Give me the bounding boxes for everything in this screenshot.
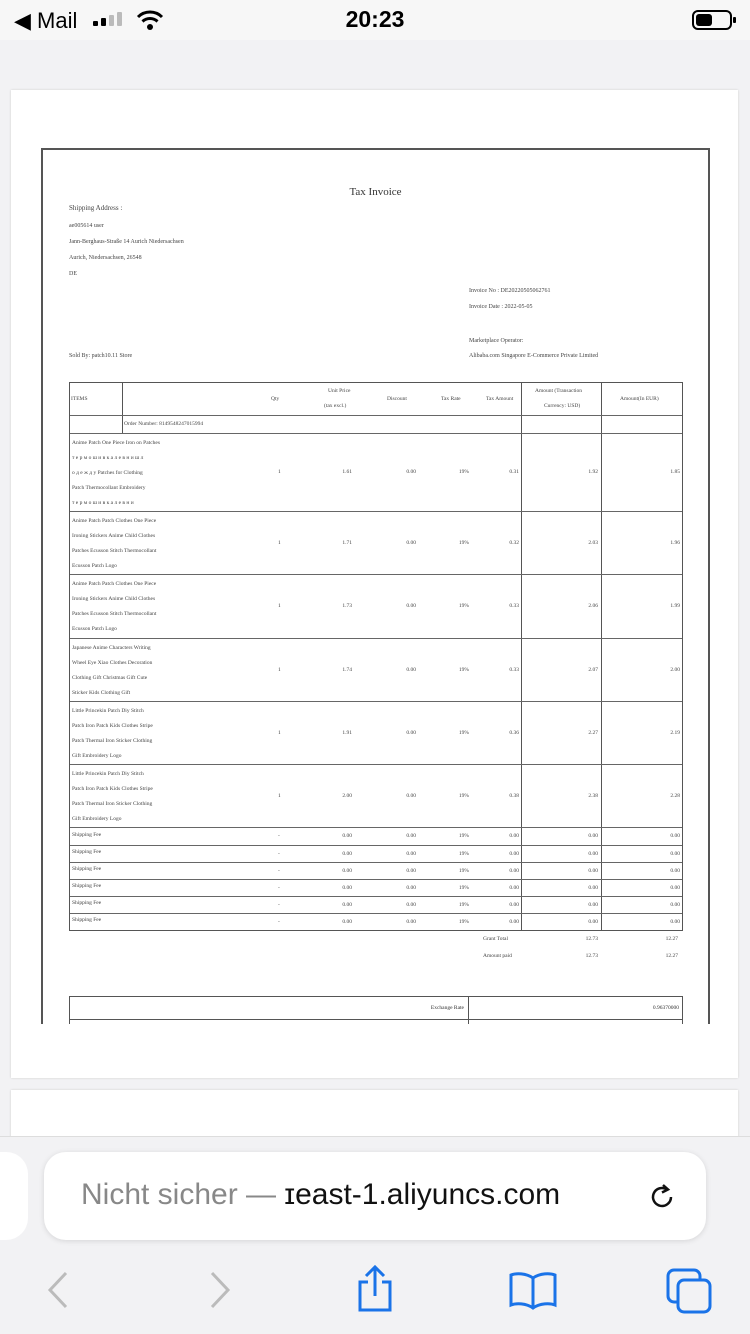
item-discount: 0.00 — [406, 918, 416, 925]
shipping-fee-row — [70, 862, 682, 879]
item-description-line: т е р м о ш и в к а л е в н и — [72, 500, 134, 506]
exchange-rate-table — [69, 996, 683, 1024]
item-tax-rate: 19% — [458, 901, 469, 908]
header-unit-price-sub: (tax excl.) — [324, 403, 347, 409]
item-description-line: Patches Ecusson Stitch Thermocollant — [72, 611, 157, 617]
item-unit-price: 1.71 — [342, 539, 352, 546]
item-description-line: Shipping Fee — [72, 883, 102, 889]
item-amount-usd: 0.00 — [588, 867, 598, 874]
item-description-line: Japanese Anime Characters Writing — [72, 645, 151, 651]
battery-icon — [692, 10, 732, 30]
item-description-line: Shipping Fee — [72, 900, 102, 906]
address-line: DE — [69, 271, 77, 277]
item-amount-usd: 2.07 — [588, 666, 598, 673]
item-amount-usd: 2.03 — [588, 539, 598, 546]
shipping-fee-row — [70, 913, 682, 930]
item-description-line: Ironing Stickers Anime Child Clothes — [72, 533, 156, 539]
item-amount-eur: 1.96 — [670, 539, 680, 546]
grand-total-label: Grant Total — [483, 936, 509, 942]
address-bar[interactable] — [44, 1152, 706, 1240]
item-discount: 0.00 — [406, 901, 416, 908]
item-unit-price: 1.91 — [342, 729, 352, 736]
item-qty: - — [278, 850, 280, 857]
item-amount-eur: 1.99 — [670, 603, 680, 609]
item-amount-eur: 0.00 — [670, 918, 680, 925]
item-amount-usd: 0.00 — [588, 833, 598, 839]
amount-paid-eur: 12.27 — [665, 953, 678, 959]
item-qty: 1 — [278, 729, 281, 736]
item-tax-amount: 0.33 — [509, 603, 519, 609]
item-discount: 0.00 — [406, 666, 416, 673]
item-amount-usd: 2.27 — [588, 729, 598, 736]
item-discount: 0.00 — [406, 833, 416, 839]
url-domain: ɪeast-1.aliyuncs.com — [284, 1178, 561, 1211]
item-description-line: Ironing Stickers Anime Child Clothes — [72, 596, 156, 602]
exchange-rate-label: Exchange Rate — [430, 1005, 464, 1011]
header-amount-eur: Amount(In EUR) — [620, 396, 659, 402]
item-tax-amount: 0.33 — [509, 666, 519, 673]
item-amount-eur: 0.00 — [670, 884, 680, 891]
item-tax-rate: 19% — [458, 469, 469, 475]
tabs-icon[interactable] — [666, 1268, 714, 1314]
item-description-line: Patch Iron Patch Kids Clothes Stripe — [72, 723, 153, 729]
item-description-line: Anime Patch Patch Clothes One Piece — [72, 518, 157, 524]
item-description-line: Ecusson Patch Logo — [72, 563, 117, 569]
item-tax-amount: 0.00 — [509, 918, 519, 925]
item-tax-amount: 0.00 — [509, 884, 519, 891]
item-description-line: Patch Iron Patch Kids Clothes Stripe — [72, 786, 153, 792]
item-amount-usd: 0.00 — [588, 850, 598, 857]
item-amount-usd: 2.38 — [588, 792, 598, 799]
item-unit-price: 1.61 — [342, 469, 352, 475]
operator-label: Marketplace Operator: — [469, 338, 524, 344]
invoice-date: Invoice Date : 2022-05-05 — [469, 304, 533, 310]
item-tax-rate: 19% — [458, 603, 469, 609]
shipping-fee-row — [70, 827, 682, 845]
item-amount-eur: 1.85 — [670, 469, 680, 475]
invoice-document — [41, 148, 710, 1024]
table-header — [70, 383, 682, 415]
item-description-line: Patches Ecusson Stitch Thermocollant — [72, 548, 157, 554]
item-tax-rate: 19% — [458, 850, 469, 857]
item-unit-price: 0.00 — [342, 901, 352, 908]
item-qty: - — [278, 884, 280, 891]
grand-total-usd: 12.73 — [585, 936, 598, 942]
item-row — [70, 574, 682, 638]
item-discount: 0.00 — [406, 792, 416, 799]
item-tax-amount: 0.38 — [509, 792, 519, 799]
shipping-fee-row — [70, 845, 682, 862]
header-items: ITEMS — [71, 396, 88, 402]
item-qty: - — [278, 901, 280, 908]
share-icon[interactable] — [355, 1264, 395, 1314]
item-description-line: Patch Thermal Iron Sticker Clothing — [72, 738, 153, 744]
item-amount-usd: 0.00 — [588, 901, 598, 908]
item-unit-price: 0.00 — [342, 884, 352, 891]
item-description-line: Little Princekin Patch Diy Stitch — [72, 771, 144, 777]
invoice-number: Invoice No : DE20220505062761 — [469, 288, 551, 294]
item-description-line: Shipping Fee — [72, 917, 102, 923]
item-discount: 0.00 — [406, 539, 416, 546]
item-discount: 0.00 — [406, 603, 416, 609]
item-amount-eur: 0.00 — [670, 833, 680, 839]
item-discount: 0.00 — [406, 469, 416, 475]
item-description-line: Sticker Kids Clothing Gift — [72, 690, 131, 696]
exchange-rate-value: 0.96370000 — [652, 1005, 679, 1011]
grand-total-eur: 12.27 — [665, 936, 678, 942]
item-amount-eur: 0.00 — [670, 901, 680, 908]
item-qty: 1 — [278, 469, 281, 475]
back-to-app[interactable]: ◀ Mail — [14, 8, 78, 33]
address-line: Jann-Berghaus-Straße 14 Aurich Niedersachsen — [69, 239, 184, 245]
item-tax-rate: 19% — [458, 666, 469, 673]
item-tax-amount: 0.00 — [509, 901, 519, 908]
item-tax-rate: 19% — [458, 867, 469, 874]
item-description-line: Gift Embroidery Logo — [72, 753, 122, 759]
header-amount-usd-sub: Currency: USD) — [544, 403, 581, 409]
item-tax-rate: 19% — [458, 539, 469, 546]
item-row — [70, 764, 682, 827]
item-amount-usd: 2.06 — [588, 603, 598, 609]
invoice-title: Tax Invoice — [349, 186, 402, 198]
header-qty: Qty — [271, 396, 280, 402]
item-description-line: Shipping Fee — [72, 849, 102, 855]
item-amount-eur: 2.00 — [670, 666, 680, 673]
item-qty: - — [278, 833, 280, 839]
item-qty: 1 — [278, 539, 281, 546]
item-discount: 0.00 — [406, 729, 416, 736]
item-tax-rate: 19% — [458, 833, 469, 839]
bookmarks-icon[interactable] — [508, 1270, 558, 1310]
order-number: Order Number: 8149548247015994 — [124, 421, 204, 427]
item-tax-amount: 0.00 — [509, 867, 519, 874]
item-description-line: Patch Thermocollant Embroidery — [72, 485, 146, 491]
back-icon[interactable] — [44, 1270, 72, 1310]
item-tax-amount: 0.32 — [509, 539, 519, 546]
header-tax-rate: Tax Rate — [441, 396, 461, 402]
item-discount: 0.00 — [406, 867, 416, 874]
item-qty: - — [278, 918, 280, 925]
back-app-label: Mail — [37, 8, 78, 33]
item-description-line: Wheel Eye Xiao Clothes Decoration — [72, 660, 153, 666]
clock: 20:23 — [345, 6, 405, 32]
item-unit-price: 2.00 — [342, 792, 352, 799]
item-row — [70, 433, 682, 511]
item-unit-price: 0.00 — [342, 918, 352, 925]
item-description-line: Anime Patch Patch Clothes One Piece — [72, 581, 157, 587]
item-tax-rate: 19% — [458, 918, 469, 925]
item-tax-amount: 0.00 — [509, 833, 519, 839]
shipping-fee-row — [70, 879, 682, 896]
item-qty: 1 — [278, 792, 281, 799]
shipping-fee-row — [70, 896, 682, 913]
item-discount: 0.00 — [406, 884, 416, 891]
reload-icon[interactable] — [646, 1180, 678, 1212]
item-unit-price: 0.00 — [342, 867, 352, 874]
amount-paid-usd: 12.73 — [585, 953, 598, 959]
item-tax-rate: 19% — [458, 729, 469, 736]
item-row — [70, 638, 682, 701]
order-number-row — [70, 415, 682, 433]
item-description-line: Shipping Fee — [72, 832, 102, 838]
header-amount-usd: Amount (Transaction — [535, 388, 583, 394]
operator-name: Alibaba.com Singapore E-Commerce Private Limited — [469, 353, 599, 359]
item-tax-rate: 19% — [458, 792, 469, 799]
item-amount-eur: 0.00 — [670, 867, 680, 874]
header-discount: Discount — [387, 396, 407, 402]
item-description-line: т е р м о ш и в к а л е в н и ш л — [72, 455, 144, 461]
not-secure-label: Nicht sicher — — [81, 1178, 285, 1211]
item-unit-price: 1.74 — [342, 666, 352, 673]
item-qty: 1 — [278, 603, 281, 609]
header-unit-price: Unit Price — [328, 388, 351, 394]
shipping-address-label: Shipping Address : — [69, 204, 123, 212]
item-qty: 1 — [278, 666, 281, 673]
item-row — [70, 511, 682, 574]
item-tax-amount: 0.36 — [509, 729, 519, 736]
item-amount-usd: 0.00 — [588, 884, 598, 891]
item-discount: 0.00 — [406, 850, 416, 857]
item-description-line: Shipping Fee — [72, 866, 102, 872]
item-description-line: Gift Embroidery Logo — [72, 816, 122, 822]
item-tax-rate: 19% — [458, 884, 469, 891]
previous-tab-peek[interactable] — [0, 1152, 28, 1240]
item-description-line: Clothing Gift Christmas Gift Cute — [72, 675, 148, 681]
item-description-line: о д е ж д у Patches for Clothing — [72, 470, 143, 476]
item-description-line: Patch Thermal Iron Sticker Clothing — [72, 801, 153, 807]
header-tax-amount: Tax Amount — [486, 396, 514, 402]
item-amount-eur: 0.00 — [670, 850, 680, 857]
item-description-line: Anime Patch One Piece Iron on Patches — [72, 440, 160, 446]
item-row — [70, 701, 682, 764]
status-bar — [0, 0, 750, 40]
item-amount-usd: 1.92 — [588, 469, 598, 475]
item-unit-price: 1.73 — [342, 603, 352, 609]
items-table — [69, 382, 683, 931]
item-unit-price: 0.00 — [342, 850, 352, 857]
sold-by: Sold By: patch10.11 Store — [69, 353, 133, 359]
forward-icon[interactable] — [206, 1270, 234, 1310]
item-description-line: Little Princekin Patch Diy Stitch — [72, 708, 144, 714]
item-amount-eur: 2.28 — [670, 792, 680, 799]
item-amount-usd: 0.00 — [588, 918, 598, 925]
item-tax-amount: 0.00 — [509, 850, 519, 857]
amount-paid-label: Amount paid — [483, 953, 512, 959]
address-line: ae005614 user — [69, 223, 104, 229]
item-description-line: Ecusson Patch Logo — [72, 626, 117, 632]
item-tax-amount: 0.31 — [509, 469, 519, 475]
item-unit-price: 0.00 — [342, 833, 352, 839]
item-amount-eur: 2.19 — [670, 729, 680, 736]
item-qty: - — [278, 867, 280, 874]
address-line: Aurich, Niedersachsen, 26548 — [69, 255, 142, 261]
